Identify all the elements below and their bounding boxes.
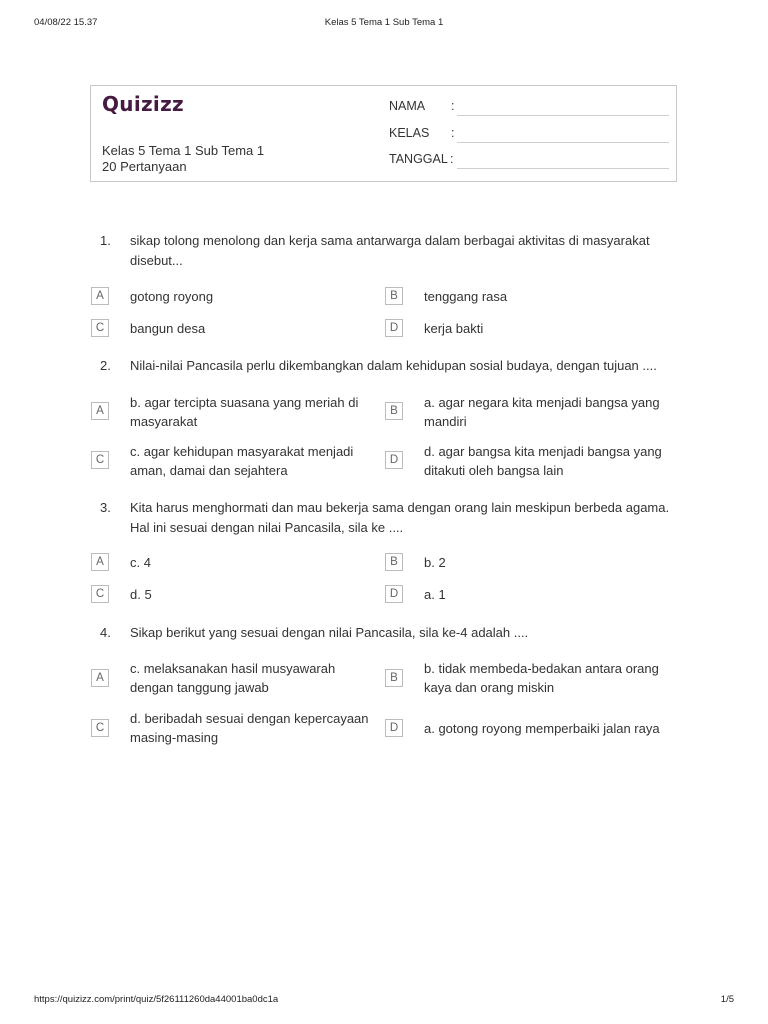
option-letter: C — [91, 319, 109, 337]
question-text: Nilai-nilai Pancasila perlu dikembangkan dalam kehidupan sosial budaya, dengan tujuan .... — [130, 358, 657, 373]
option-letter: C — [91, 719, 109, 737]
option-text: a. 1 — [424, 587, 446, 602]
option-letter: A — [91, 553, 109, 571]
option-letter: A — [91, 669, 109, 687]
question-number: 3. — [100, 500, 111, 515]
kelas-label: KELAS — [389, 126, 430, 140]
print-date: 04/08/22 15.37 — [34, 17, 98, 28]
option-text: c. 4 — [130, 555, 151, 570]
question-text: Kita harus menghormati dan mau bekerja sama dengan orang lain meskipun berbeda agama. Hal ini sesuai dengan nilai Pancasila, sila ke .... — [130, 500, 670, 535]
kelas-line — [457, 142, 669, 143]
print-footer — [34, 994, 734, 1008]
option-letter: C — [91, 585, 109, 603]
option-letter: D — [385, 585, 403, 603]
question-number: 2. — [100, 358, 111, 373]
option-text: tenggang rasa — [424, 289, 508, 304]
option-text: c. melaksanakan hasil musyawarah dengan tanggung jawab — [130, 661, 336, 695]
nama-label: NAMA — [389, 99, 426, 113]
option-letter: B — [385, 669, 403, 687]
nama-line — [457, 115, 669, 116]
tanggal-label: TANGGAL — [389, 152, 448, 166]
nama-field — [389, 99, 669, 117]
option-text: d. 5 — [130, 587, 152, 602]
question-text: sikap tolong menolong dan kerja sama antarwarga dalam berbagai aktivitas di masyarakat disebut... — [130, 233, 650, 268]
option-text: d. beribadah sesuai dengan kepercayaan masing-masing — [130, 711, 369, 745]
option-letter: B — [385, 553, 403, 571]
option-letter: C — [91, 451, 109, 469]
option-letter: B — [385, 402, 403, 420]
option-text: bangun desa — [130, 321, 206, 336]
print-header — [34, 17, 734, 31]
option-text: b. agar tercipta suasana yang meriah di masyarakat — [130, 395, 359, 429]
page-number: 1/5 — [720, 994, 734, 1005]
option-letter: D — [385, 319, 403, 337]
option-text: kerja bakti — [424, 321, 484, 336]
question-text: Sikap berikut yang sesuai dengan nilai Pancasila, sila ke-4 adalah .... — [130, 625, 529, 640]
question-number: 1. — [100, 233, 111, 248]
option-text: c. agar kehidupan masyarakat menjadi aman, damai dan sejahtera — [130, 444, 354, 478]
quizizz-logo: Quizizz — [102, 92, 184, 116]
print-title: Kelas 5 Tema 1 Sub Tema 1 — [324, 17, 444, 28]
quiz-title: Kelas 5 Tema 1 Sub Tema 1 — [102, 143, 265, 158]
option-text: a. gotong royong memperbaiki jalan raya — [424, 721, 660, 736]
option-letter: D — [385, 451, 403, 469]
option-letter: A — [91, 402, 109, 420]
print-url[interactable]: https://quizizz.com/print/quiz/5f26111260da44001ba0dc1a — [34, 994, 279, 1005]
option-text: b. tidak membeda-bedakan antara orang kaya dan orang miskin — [424, 661, 659, 695]
question-number: 4. — [100, 625, 111, 640]
option-letter: B — [385, 287, 403, 305]
nama-colon: : — [451, 99, 455, 113]
option-text: b. 2 — [424, 555, 446, 570]
option-text: a. agar negara kita menjadi bangsa yang mandiri — [424, 395, 660, 429]
tanggal-colon: : — [450, 152, 454, 166]
option-text: gotong royong — [130, 289, 214, 304]
option-letter: A — [91, 287, 109, 305]
tanggal-field — [389, 152, 669, 170]
kelas-colon: : — [451, 126, 455, 140]
question-count: 20 Pertanyaan — [102, 159, 187, 174]
tanggal-line — [457, 168, 669, 169]
quiz-header-box — [90, 85, 677, 182]
kelas-field — [389, 126, 669, 144]
option-text: d. agar bangsa kita menjadi bangsa yang ditakuti oleh bangsa lain — [424, 444, 662, 478]
option-letter: D — [385, 719, 403, 737]
